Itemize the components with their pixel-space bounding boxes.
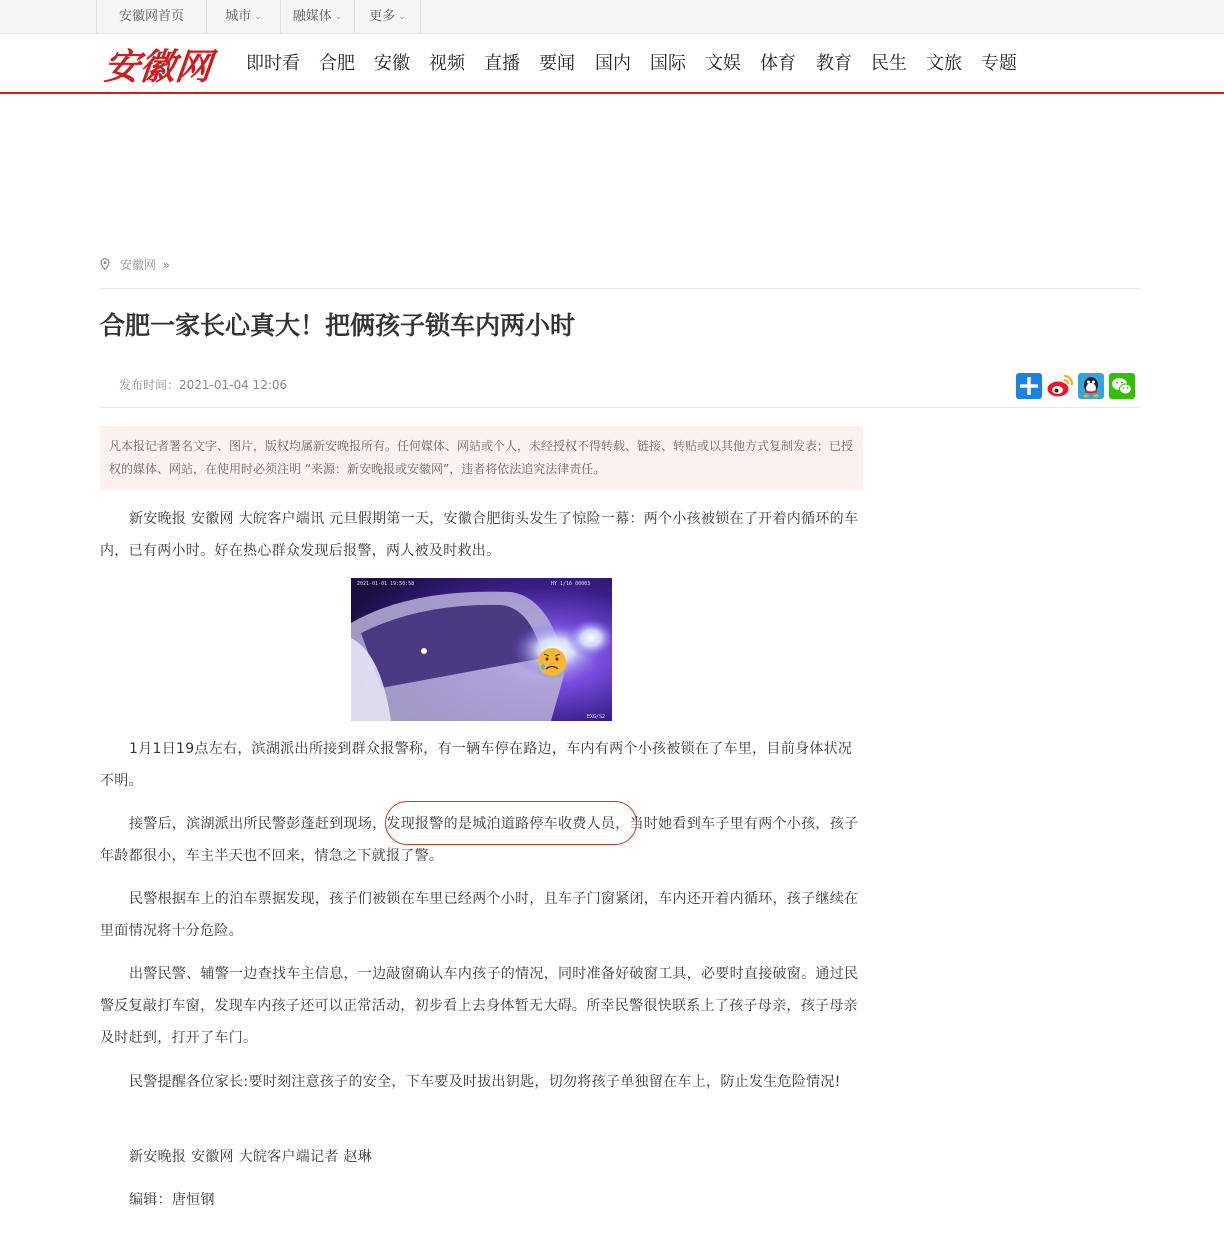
article-title: 合肥一家长心真大！把俩孩子锁车内两小时 [100, 311, 576, 340]
nav-item-live[interactable]: 直播 [484, 53, 520, 74]
logo-wordmark: 安徽网 [104, 45, 214, 86]
share-wechat-button[interactable] [1108, 372, 1136, 400]
nav-item-video[interactable]: 视频 [429, 53, 465, 74]
photo-info: HY 1/16 00003 [551, 581, 591, 587]
divider [100, 407, 1140, 408]
nav-item-livelihood[interactable]: 民生 [871, 53, 907, 74]
nav-item-jishikan[interactable]: 即时看 [246, 53, 300, 74]
article-paragraph: 接警后，滨湖派出所民警彭蓬赶到现场，发现报警的是城泊道路停车收费人员，当时她看到车子里有两个小孩，孩子年龄都很小，车主半天也不回来，情急之下就报了警。 [100, 816, 859, 864]
breadcrumb [100, 256, 170, 274]
share-weibo-button[interactable] [1046, 372, 1074, 400]
photo-timestamp: 2021-01-01 19:50:58 [357, 581, 415, 587]
wechat-icon [1108, 372, 1136, 400]
article-paragraph: 民警提醒各位家长:要时刻注意孩子的安全，下车要及时拔出钥匙，切勿将孩子单独留在车上，防止发生危险情况! [129, 1074, 841, 1090]
topbar-city-label: 城市 [225, 9, 252, 24]
article-paragraph: 新安晚报 安徽网 大皖客户端讯 元旦假期第一天，安徽合肥街头发生了惊险一幕：两个小孩被锁在了开着内循环的车内，已有两小时。好在热心群众发现后报警，两人被及时救出。 [100, 511, 859, 559]
nav-item-headlines[interactable]: 要闻 [539, 53, 575, 74]
topbar-more-label: 更多 [369, 9, 396, 24]
qq-icon [1077, 372, 1105, 400]
copyright-notice: 凡本报记者署名文字、图片，版权均属新安晚报所有。任何媒体、网站或个人，未经授权不得转载、链接、转贴或以其他方式复制发表；已授权的媒体、网站，在使用时必须注明 “来源：新安晚报或安徽网”，违者将依法追究法律责任。 [100, 426, 863, 490]
divider [100, 288, 1140, 289]
nav-item-entertainment[interactable]: 文娱 [705, 53, 741, 74]
nav-item-sports[interactable]: 体育 [760, 53, 796, 74]
location-pin-icon [100, 258, 110, 270]
nav-item-domestic[interactable]: 国内 [595, 53, 631, 74]
nav-item-international[interactable]: 国际 [650, 53, 686, 74]
article-paragraph: 民警根据车上的泊车票据发现，孩子们被锁在车里已经两个小时，且车子门窗紧闭，车内还开着内循环，孩子继续在里面情况将十分危险。 [100, 891, 859, 939]
article-byline: 新安晚报 安徽网 大皖客户端记者 赵琳 [129, 1149, 373, 1165]
breadcrumb-home-link[interactable]: 安徽网 [119, 258, 156, 272]
article-photo [351, 578, 612, 721]
share-more-button[interactable] [1015, 372, 1043, 400]
topbar-home-link[interactable] [96, 0, 207, 33]
article-paragraph: 出警民警、辅警一边查找车主信息，一边敲窗确认车内孩子的情况，同时准备好破窗工具，必要时直接破窗。通过民警反复敲打车窗，发现车内孩子还可以正常活动，初步看上去身体暂无大碍。所幸民警很快联系上了孩子母亲，孩子母亲及时赶到，打开了车门。 [100, 966, 859, 1046]
logo-graphic [104, 44, 230, 86]
chevron-down-icon: ⌄ [398, 12, 406, 22]
article-paragraph: 1月1日19点左右，滨湖派出所接到群众报警称，有一辆车停在路边，车内有两个小孩被锁在了车里，目前身体状况不明。 [100, 741, 853, 789]
photo-corner-label: EXG/S2 [587, 714, 606, 720]
topbar-home-label: 安徽网首页 [118, 9, 184, 24]
nav-item-hefei[interactable]: 合肥 [319, 53, 355, 74]
share-qq-button[interactable] [1077, 372, 1105, 400]
nav-item-topics[interactable]: 专题 [981, 53, 1017, 74]
topbar-media-menu[interactable] [281, 0, 355, 33]
site-logo[interactable] [104, 44, 230, 86]
topbar-city-menu[interactable] [207, 0, 281, 33]
plus-share-icon [1015, 372, 1043, 400]
nav-item-anhui[interactable]: 安徽 [374, 53, 410, 74]
nav-item-education[interactable]: 教育 [816, 53, 852, 74]
breadcrumb-separator: » [162, 258, 171, 272]
article-editor: 编辑：唐恒钢 [129, 1192, 215, 1208]
top-utility-bar [0, 0, 1224, 34]
nav-item-culture-travel[interactable]: 文旅 [926, 53, 962, 74]
publish-time: 发布时间：2021-01-04 12:06 [119, 378, 288, 392]
site-header [0, 34, 1224, 94]
weibo-icon [1046, 372, 1074, 400]
topbar-more-menu[interactable] [355, 0, 421, 33]
chevron-down-icon: ⌄ [254, 12, 262, 22]
highlight-circle-annotation [385, 801, 637, 845]
dashcam-photo [351, 578, 612, 721]
chevron-down-icon: ⌄ [334, 12, 343, 22]
topbar-media-label: 融媒体 [292, 9, 332, 24]
